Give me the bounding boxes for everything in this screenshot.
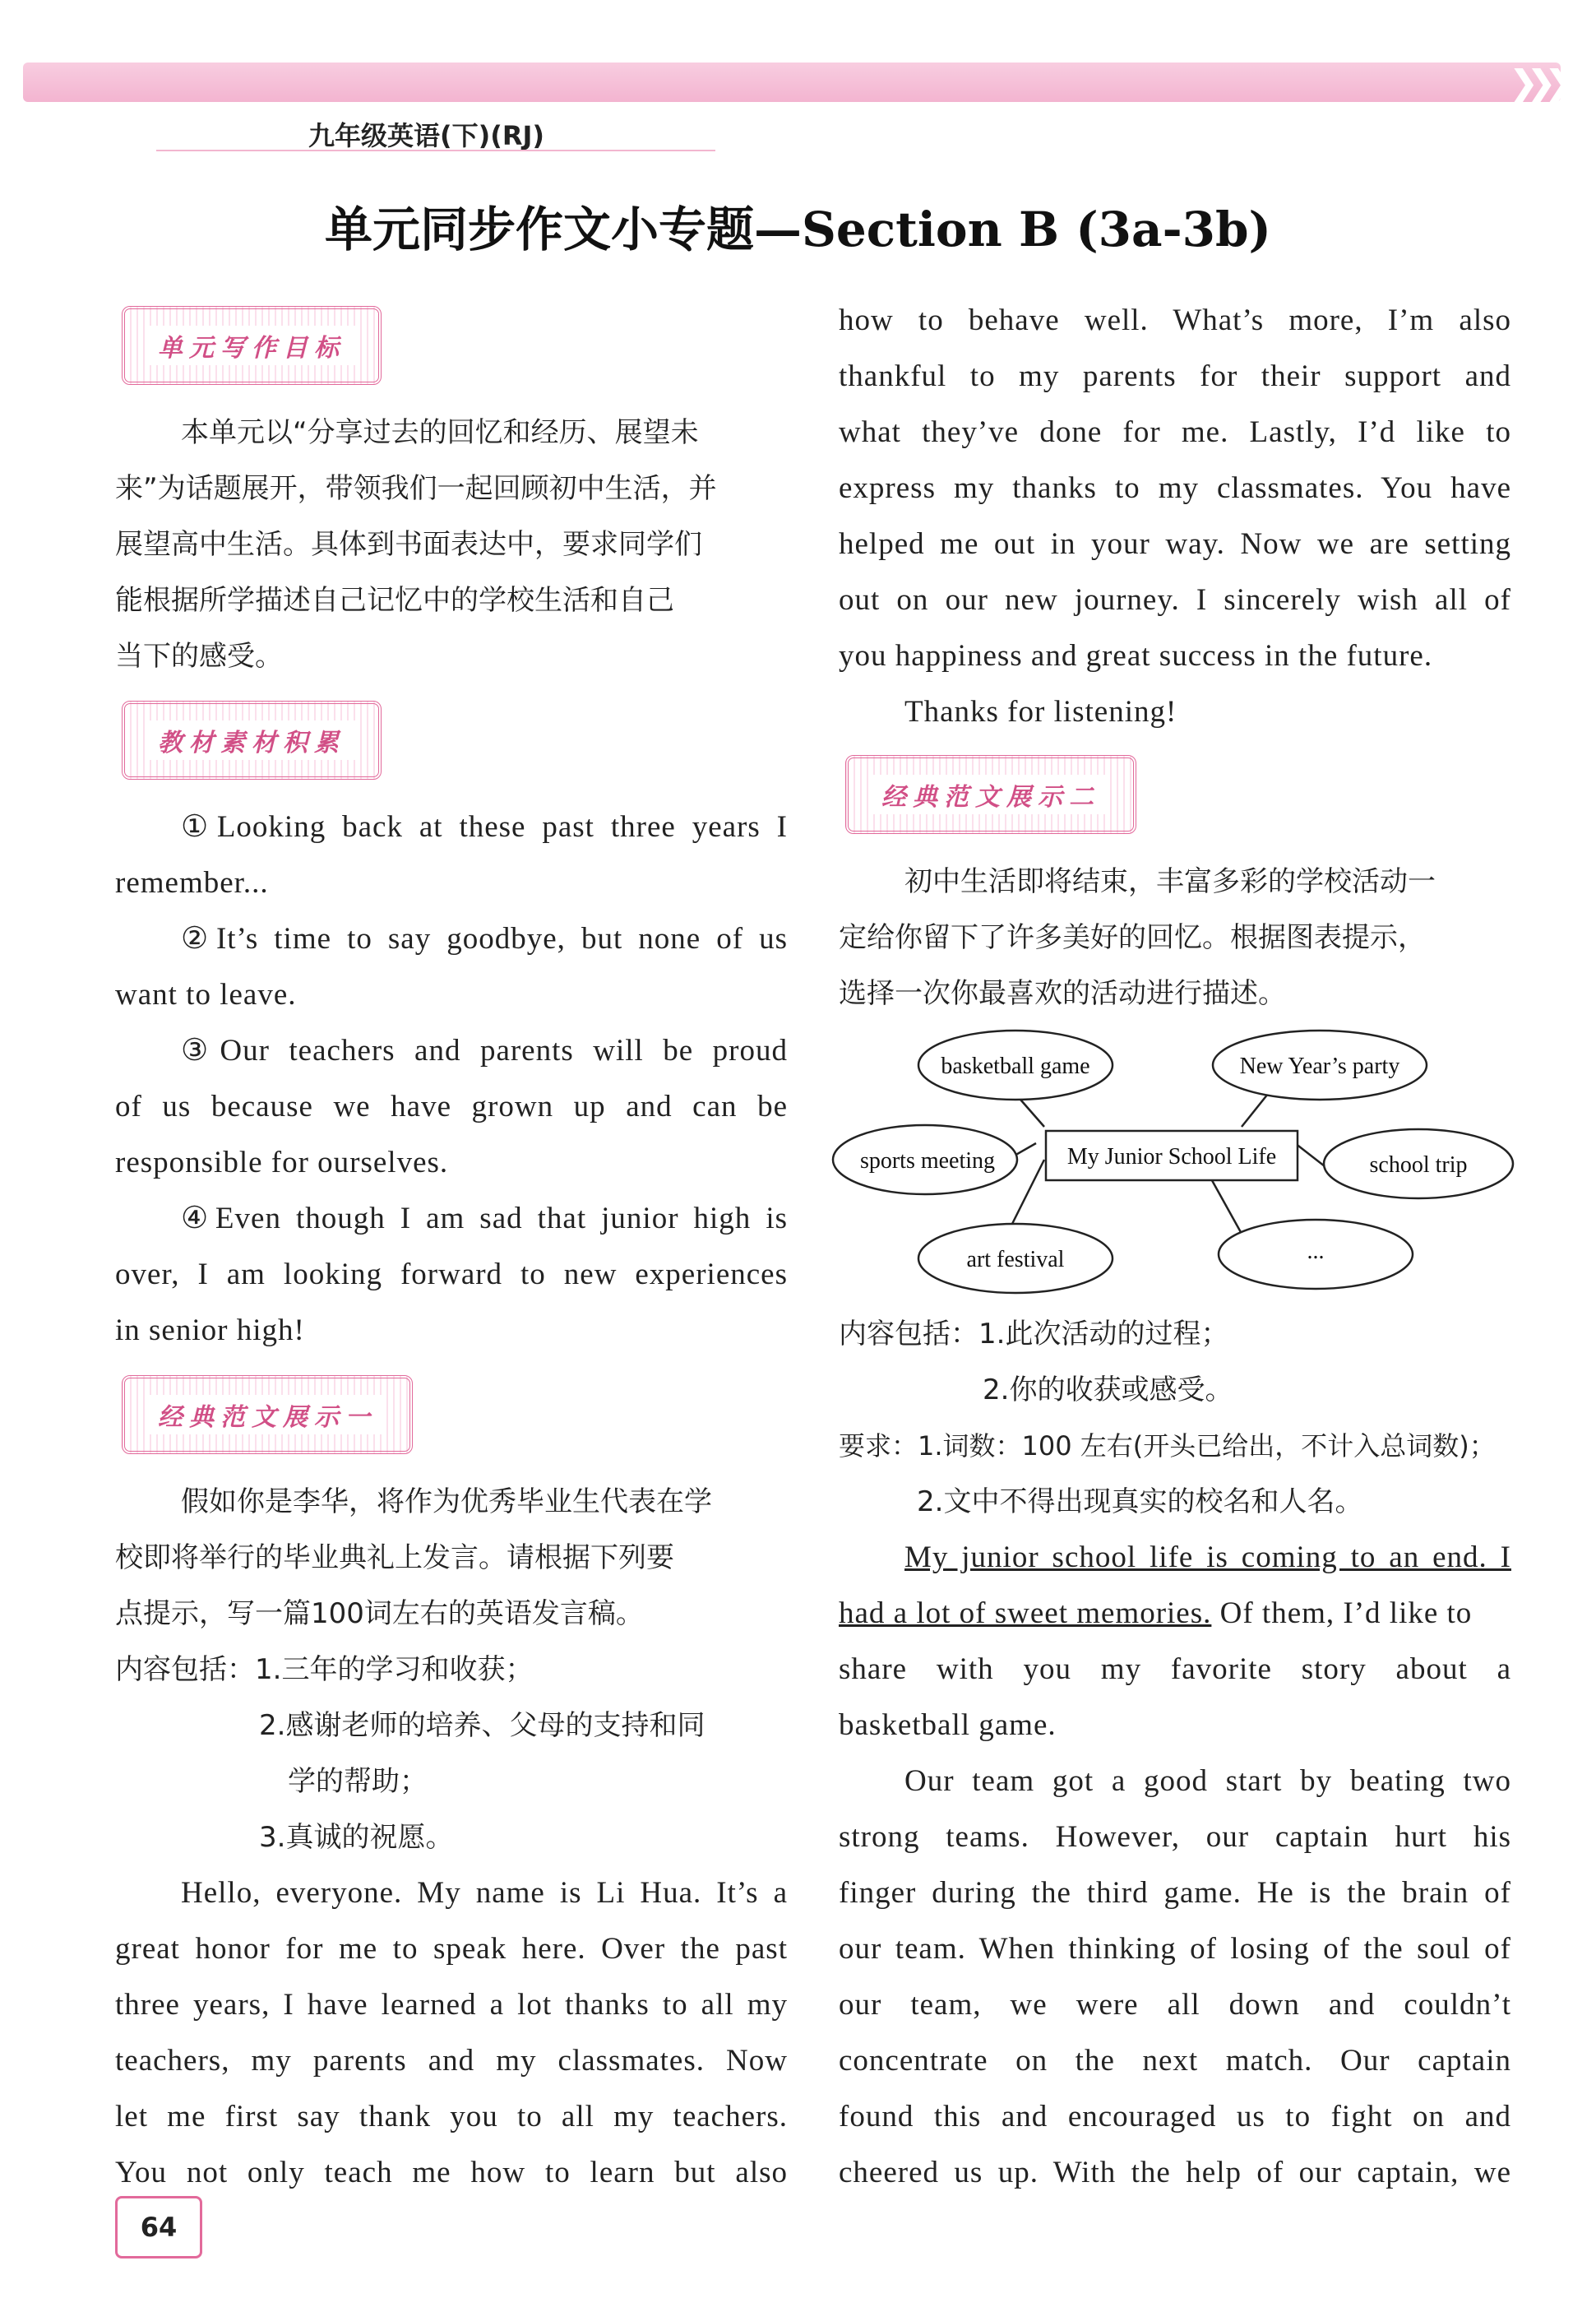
material-list: ①Looking back at these past three years I remember... ②It’s time to say goodbye, but none of us want to leave. ③Our teachers and parents will be proud of us because we have grown up and can be responsible for ourselves. ④Even though I am sad that junior high is over, I am looking forward to new experiences in senior high! xyxy=(115,810,788,1347)
example2-requirements: 内容包括：1.此次活动的过程； 2.你的收获或感受。 要求：1.词数：100 左右(开头已给出，不计入总词数)； 2.文中不得出现真实的校名和人名。 xyxy=(839,1318,1496,1518)
mind-map-diagram xyxy=(830,1020,1529,1299)
essay-opening-2: had a lot of sweet memories. xyxy=(839,1596,1212,1630)
node-new-years-party: New Year’s party xyxy=(1239,1054,1400,1079)
arrows-icon: ❯❯❯ xyxy=(1510,63,1563,102)
section-label-goal: 单元写作目标 xyxy=(122,306,382,385)
essay-opening-1: My junior school life is coming to an end. I xyxy=(904,1540,1511,1574)
goal-text: 本单元以“分享过去的回忆和经历、展望未 来”为话题展开，带领我们一起回顾初中生活，并 展望高中生活。具体到书面表达中，要求同学们 能根据所学描述自己记忆中的学校生活和自己 当下的感受。 xyxy=(115,416,717,673)
node-school-trip: school trip xyxy=(1369,1152,1468,1178)
node-sports-meeting: sports meeting xyxy=(859,1148,996,1174)
example1-task: 假如你是李华，将作为优秀毕业生代表在学 校即将举行的毕业典礼上发言。请根据下列要 点提示，写一篇100词左右的英语发言稿。 内容包括：1.三年的学习和收获； 2.感谢老师的培养、父母的支持和同 学的帮助； 3.真诚的祝愿。 xyxy=(115,1485,712,1854)
node-basketball-game: basketball game xyxy=(941,1054,1090,1079)
section-label-material: 教材素材积累 xyxy=(122,701,382,780)
speech-text-left: Hello, everyone. My name is Li Hua. It’s a great honor for me to speak here. Over the past three years, I have learned a lot thanks to all my teachers, my parents and my classmates. Now let me first say thank you to all my teachers. You not only teach me how to learn but also xyxy=(115,1876,788,2189)
title-divider xyxy=(156,150,715,151)
book-title: 九年级英语(下)(RJ) xyxy=(308,120,545,151)
speech-text-right: how to behave well. What’s more, I’m also thankful to my parents for their support and what they’ve done for me. Lastly, I’d like to express my thanks to my classmates. You have helped me out in your way. Now we are setting out on our new journey. I sincerely wish all of you happiness and great success in the future. Thanks for listening! xyxy=(839,303,1511,729)
page-number: 64 xyxy=(115,2196,202,2258)
node-ellipsis: ... xyxy=(1307,1239,1325,1264)
node-art-festival: art festival xyxy=(966,1247,1065,1272)
header-banner xyxy=(23,63,1561,102)
example2-task: 初中生活即将结束，丰富多彩的学校活动一 定给你留下了许多美好的回忆。根据图表提示， 选择一次你最喜欢的活动进行描述。 xyxy=(839,865,1436,1010)
section-label-example2: 经典范文展示二 xyxy=(845,755,1136,834)
section-label-example1: 经典范文展示一 xyxy=(122,1375,413,1454)
page-title: 单元同步作文小专题—Section B (3a-3b) xyxy=(325,202,1271,257)
essay-text: My junior school life is coming to an end. I had a lot of sweet memories. Of them, I’d like to share with you my favorite story about a basketball game. Our team got a good start by beating two strong teams. However, our captain hurt his finger during the third game. He is the brain of our team. When thinking of losing of the soul of our team, we were all down and couldn’t concentrate on the next match. Our captain found this and encouraged us to fight on and cheered us up. With the help of our captain, we xyxy=(839,1540,1511,2189)
node-center: My Junior School Life xyxy=(1066,1144,1277,1170)
